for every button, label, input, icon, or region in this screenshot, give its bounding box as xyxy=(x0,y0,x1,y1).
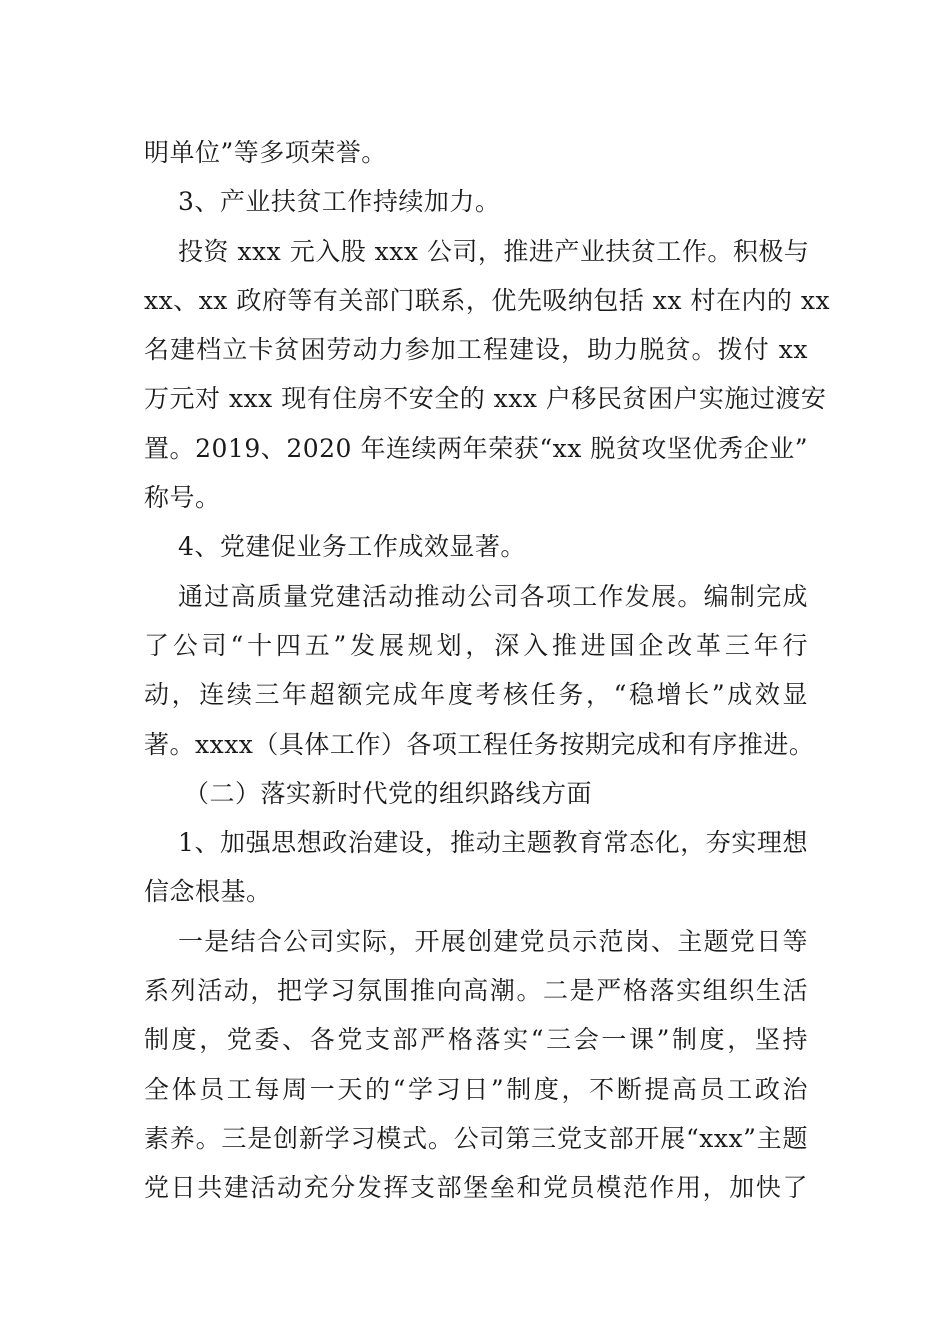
paragraph-line: 信念根基。 xyxy=(144,877,272,907)
paragraph-line: 万元对 xxx 现有住房不安全的 xxx 户移民贫困户实施过渡安 xyxy=(144,384,827,414)
paragraph-line: 系列活动，把学习氛围推向高潮。二是严格落实组织生活 xyxy=(144,976,808,1006)
paragraph-line: 称号。 xyxy=(144,483,221,513)
paragraph-line: 置。2019、2020 年连续两年荣获“xx 脱贫攻坚优秀企业” xyxy=(144,433,808,463)
paragraph-line: 动，连续三年超额完成年度考核任务，“稳增长”成效显 xyxy=(144,680,808,710)
paragraph-line: 通过高质量党建活动推动公司各项工作发展。编制完成 xyxy=(178,581,808,611)
section-heading: 4、党建促业务工作成效显著。 xyxy=(178,532,526,562)
paragraph-line: 明单位”等多项荣誉。 xyxy=(144,138,387,167)
section-heading: 1、加强思想政治建设，推动主题教育常态化，夯实理想 xyxy=(178,828,808,858)
paragraph-line: 名建档立卡贫困劳动力参加工程建设，助力脱贫。拨付 xx xyxy=(144,335,808,365)
paragraph-line: 投资 xxx 元入股 xxx 公司，推进产业扶贫工作。积极与 xyxy=(178,236,810,266)
section-heading: （二）落实新时代党的组织路线方面 xyxy=(184,778,593,808)
document-body xyxy=(144,128,831,1213)
paragraph-line: 党日共建活动充分发挥支部堡垒和党员模范作用，加快了 xyxy=(144,1173,808,1203)
paragraph-line: 了公司“十四五”发展规划，深入推进国企改革三年行 xyxy=(144,630,808,660)
paragraph-line: 全体员工每周一天的“学习日”制度，不断提高员工政治 xyxy=(144,1074,808,1104)
paragraph-line: 著。xxxx（具体工作）各项工程任务按期完成和有序推进。 xyxy=(144,729,815,759)
section-heading: 3、产业扶贫工作持续加力。 xyxy=(178,187,501,217)
paragraph-line: xx、xx 政府等有关部门联系，优先吸纳包括 xx 村在内的 xx xyxy=(144,285,831,315)
paragraph-line: 制度，党委、各党支部严格落实“三会一课”制度，坚持 xyxy=(144,1025,808,1055)
paragraph-line: 素养。三是创新学习模式。公司第三党支部开展“xxx”主题 xyxy=(144,1123,808,1153)
paragraph-line: 一是结合公司实际，开展创建党员示范岗、主题党日等 xyxy=(178,926,808,956)
